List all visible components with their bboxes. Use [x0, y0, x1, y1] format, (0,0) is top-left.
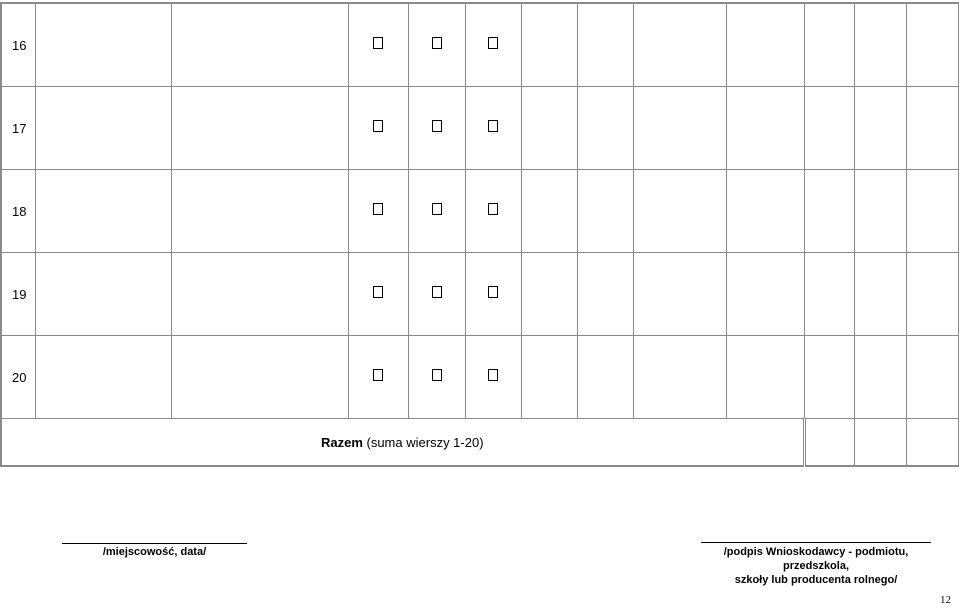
- cell[interactable]: [633, 170, 726, 253]
- checkbox[interactable]: [432, 286, 442, 298]
- cell[interactable]: [804, 253, 854, 336]
- cell: [348, 336, 408, 419]
- cell[interactable]: [906, 3, 958, 87]
- total-cell[interactable]: [906, 419, 958, 467]
- signature-label-line1: /podpis Wnioskodawcy - podmiotu, przedszkola,: [723, 546, 909, 572]
- table-row: [1, 253, 959, 336]
- checkbox[interactable]: [488, 37, 498, 49]
- place-date-label: /miejscowość, data/: [102, 546, 207, 558]
- checkbox[interactable]: [373, 369, 383, 381]
- cell[interactable]: [906, 170, 958, 253]
- cell[interactable]: [854, 253, 906, 336]
- cell[interactable]: [521, 3, 577, 87]
- cell[interactable]: [521, 336, 577, 419]
- cell[interactable]: [521, 87, 577, 170]
- cell[interactable]: [804, 87, 854, 170]
- table-row: [1, 170, 959, 253]
- checkbox[interactable]: [432, 369, 442, 381]
- cell[interactable]: [804, 336, 854, 419]
- checkbox[interactable]: [373, 203, 383, 215]
- total-label-rest: (suma wierszy 1-20): [362, 434, 484, 450]
- cell[interactable]: [854, 336, 906, 419]
- cell: [408, 336, 465, 419]
- cell[interactable]: [726, 87, 804, 170]
- checkbox[interactable]: [432, 120, 442, 132]
- cell: [408, 3, 465, 87]
- checkbox[interactable]: [373, 120, 383, 132]
- table-row: [1, 87, 959, 170]
- signature-label: [690, 545, 942, 587]
- cell[interactable]: [633, 3, 726, 87]
- checkbox[interactable]: [488, 203, 498, 215]
- total-label-bold: Razem: [320, 434, 363, 450]
- cell[interactable]: [35, 3, 171, 87]
- cell[interactable]: [171, 87, 348, 170]
- cell: [408, 253, 465, 336]
- cell[interactable]: [804, 3, 854, 87]
- total-cell[interactable]: [804, 419, 854, 467]
- cell: [348, 3, 408, 87]
- cell: [348, 253, 408, 336]
- cell[interactable]: [726, 253, 804, 336]
- total-cell[interactable]: [854, 419, 906, 467]
- cell[interactable]: [633, 87, 726, 170]
- cell: [465, 253, 521, 336]
- cell[interactable]: [726, 170, 804, 253]
- cell[interactable]: [906, 253, 958, 336]
- cell[interactable]: [521, 170, 577, 253]
- cell[interactable]: [35, 87, 171, 170]
- table-row: [1, 3, 959, 87]
- form-table: [0, 2, 959, 467]
- cell: [348, 87, 408, 170]
- cell: [465, 336, 521, 419]
- cell[interactable]: [906, 87, 958, 170]
- cell[interactable]: [35, 336, 171, 419]
- total-row: [1, 419, 959, 467]
- cell[interactable]: [854, 170, 906, 253]
- row-number: 20: [1, 336, 35, 419]
- cell[interactable]: [633, 336, 726, 419]
- checkbox[interactable]: [373, 286, 383, 298]
- cell[interactable]: [726, 336, 804, 419]
- cell[interactable]: [577, 253, 633, 336]
- signature-label-line2: szkoły lub producenta rolnego/: [734, 574, 898, 586]
- checkbox[interactable]: [432, 203, 442, 215]
- cell[interactable]: [906, 336, 958, 419]
- cell: [465, 3, 521, 87]
- page-number: 12: [940, 594, 951, 606]
- checkbox[interactable]: [488, 286, 498, 298]
- cell[interactable]: [171, 253, 348, 336]
- table-row: [1, 336, 959, 419]
- cell[interactable]: [521, 253, 577, 336]
- cell[interactable]: [577, 3, 633, 87]
- cell[interactable]: [726, 3, 804, 87]
- row-number: 18: [1, 170, 35, 253]
- cell[interactable]: [804, 170, 854, 253]
- cell: [408, 87, 465, 170]
- cell[interactable]: [633, 253, 726, 336]
- signature-line: [701, 542, 931, 543]
- cell[interactable]: [171, 170, 348, 253]
- cell: [465, 87, 521, 170]
- row-number: 19: [1, 253, 35, 336]
- checkbox[interactable]: [373, 37, 383, 49]
- row-number: 16: [1, 3, 35, 87]
- cell[interactable]: [171, 3, 348, 87]
- cell[interactable]: [35, 170, 171, 253]
- cell: [348, 170, 408, 253]
- total-label: [1, 419, 804, 467]
- cell[interactable]: [171, 336, 348, 419]
- cell[interactable]: [577, 87, 633, 170]
- cell[interactable]: [35, 253, 171, 336]
- place-date-line: [62, 543, 247, 544]
- cell[interactable]: [577, 170, 633, 253]
- checkbox[interactable]: [488, 369, 498, 381]
- row-number: 17: [1, 87, 35, 170]
- checkbox[interactable]: [432, 37, 442, 49]
- cell: [465, 170, 521, 253]
- cell[interactable]: [854, 3, 906, 87]
- cell[interactable]: [854, 87, 906, 170]
- checkbox[interactable]: [488, 120, 498, 132]
- cell: [408, 170, 465, 253]
- cell[interactable]: [577, 336, 633, 419]
